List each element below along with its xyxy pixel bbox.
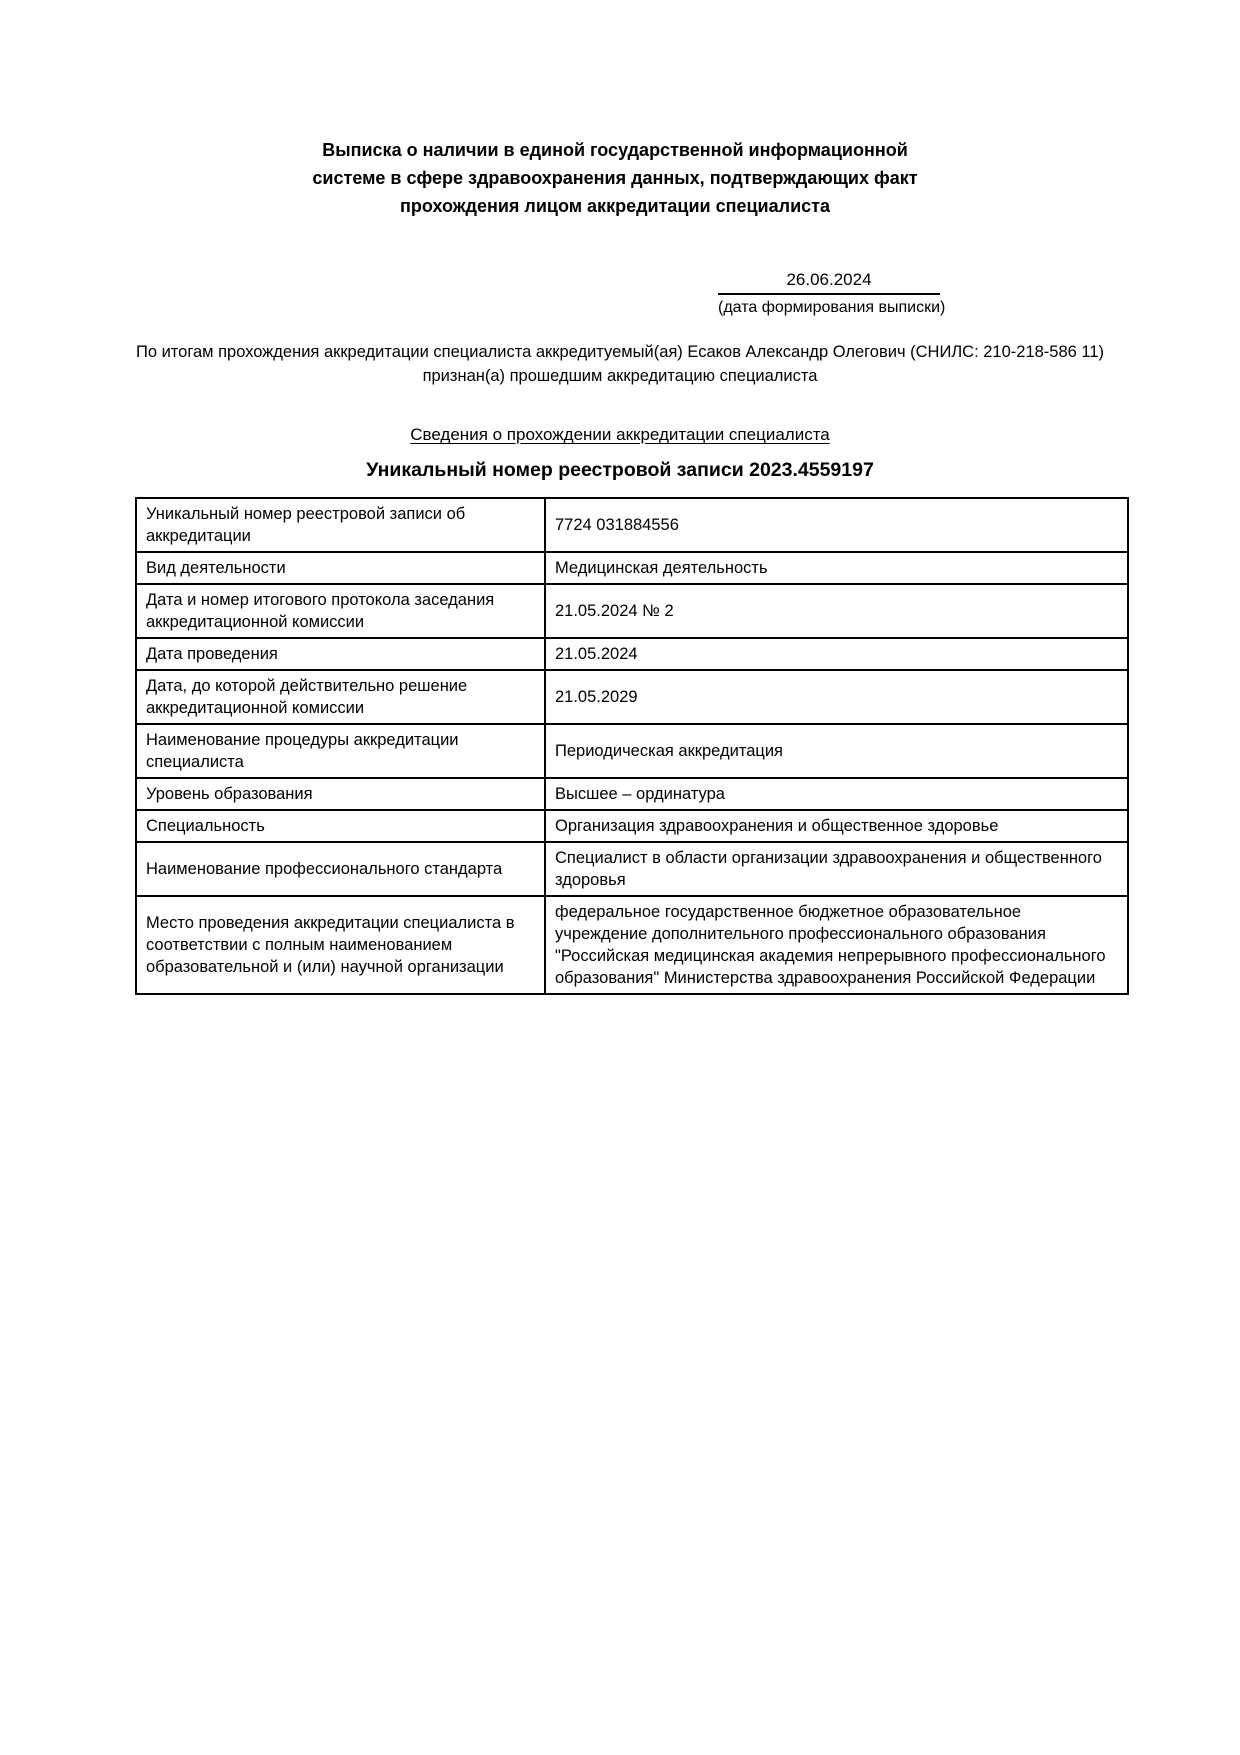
row-label: Дата проведения	[136, 638, 545, 670]
row-label: Дата, до которой действительно решение аккредитационной комиссии	[136, 670, 545, 724]
row-value: Организация здравоохранения и общественное здоровье	[545, 810, 1128, 842]
table-row	[136, 552, 1128, 584]
table-row	[136, 896, 1128, 994]
row-label: Дата и номер итогового протокола заседания аккредитационной комиссии	[136, 584, 545, 638]
table-row	[136, 724, 1128, 778]
row-value: Медицинская деятельность	[545, 552, 1128, 584]
issue-date-block	[718, 268, 946, 318]
document-title	[135, 136, 1095, 220]
row-value: Периодическая аккредитация	[545, 724, 1128, 778]
row-label: Уникальный номер реестровой записи об аккредитации	[136, 498, 545, 552]
registry-number-heading: Уникальный номер реестровой записи 2023.4559197	[366, 459, 874, 481]
row-label: Наименование профессионального стандарта	[136, 842, 545, 896]
document-title-line-3: прохождения лицом аккредитации специалиста	[400, 196, 830, 216]
row-label: Наименование процедуры аккредитации специалиста	[136, 724, 545, 778]
table-row	[136, 584, 1128, 638]
intro-line-1: По итогам прохождения аккредитации специалиста аккредитуемый(ая) Есаков Александр Олегович (СНИЛС: 210-218-586 11)	[135, 343, 1105, 361]
table-row	[136, 810, 1128, 842]
row-label: Уровень образования	[136, 778, 545, 810]
row-value: 7724 031884556	[545, 498, 1128, 552]
table-row	[136, 498, 1128, 552]
document-title-line-1: Выписка о наличии в единой государственной информационной	[322, 140, 908, 160]
intro-line-2: признан(а) прошедшим аккредитацию специалиста	[422, 367, 818, 385]
section-heading: Сведения о прохождении аккредитации специалиста	[410, 425, 830, 444]
table-row	[136, 842, 1128, 896]
accreditation-table	[135, 497, 1129, 995]
document-title-line-2: системе в сфере здравоохранения данных, подтверждающих факт	[312, 168, 918, 188]
table-row	[136, 670, 1128, 724]
row-label: Место проведения аккредитации специалиста в соответствии с полным наименованием образовательной и (или) научной организации	[136, 896, 545, 994]
intro-paragraph	[70, 340, 1170, 388]
row-value: федеральное государственное бюджетное образовательное учреждение дополнительного профессионального образования "Российская медицинская академия непрерывного профессионального образования" Министерства здравоохранения Российской Федерации	[545, 896, 1128, 994]
table-row	[136, 778, 1128, 810]
row-value: Специалист в области организации здравоохранения и общественного здоровья	[545, 842, 1128, 896]
row-value: Высшее – ординатура	[545, 778, 1128, 810]
row-value: 21.05.2029	[545, 670, 1128, 724]
row-label: Вид деятельности	[136, 552, 545, 584]
issue-date-caption: (дата формирования выписки)	[718, 299, 946, 316]
row-value: 21.05.2024 № 2	[545, 584, 1128, 638]
table-row	[136, 638, 1128, 670]
row-value: 21.05.2024	[545, 638, 1128, 670]
row-label: Специальность	[136, 810, 545, 842]
issue-date: 26.06.2024	[718, 268, 940, 295]
